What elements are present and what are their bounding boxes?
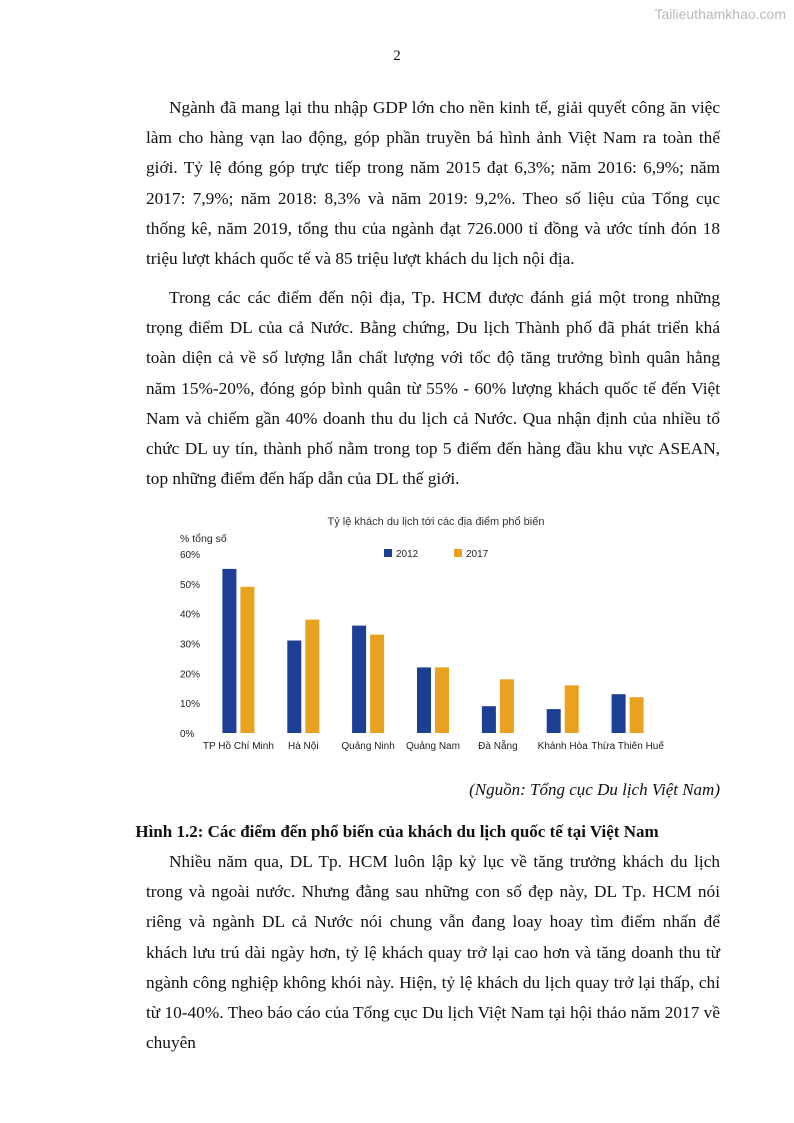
legend-swatch-2012 <box>384 549 392 557</box>
bar-2017 <box>630 697 644 733</box>
chart-y-label: % tổng số <box>180 533 227 545</box>
legend-swatch-2017 <box>454 549 462 557</box>
x-tick-label: Thừa Thiên Huế <box>591 741 664 752</box>
chart-title: Tỷ lệ khách du lịch tới các địa điểm phổ biến <box>327 516 545 528</box>
bar-2017 <box>500 679 514 733</box>
bar-chart <box>170 505 670 765</box>
x-tick-label: Đà Nẵng <box>478 741 518 752</box>
bar-2012 <box>352 626 366 733</box>
bar-2017 <box>565 685 579 733</box>
paragraph-2: Trong các các điểm đến nội địa, Tp. HCM được đánh giá một trong những trọng điểm DL của cả Nước. Bằng chứng, Du lịch Thành phố đã phát triển khá toàn diện cả về số lượng lẫn chất lượng với tốc độ tăng trưởng bình quân hằng năm 15%-20%, đóng góp bình quân từ 55% - 60% lượng khách quốc tế đến Việt Nam và chiếm gần 40% doanh thu du lịch cả Nước. Qua nhận định của nhiều tổ chức DL uy tín, thành phố nằm trong top 5 điểm đến hàng đầu khu vực ASEAN, top những điểm đến hấp dẫn của DL thế giới. <box>146 288 720 489</box>
bar-2012 <box>612 694 626 733</box>
bar-2012 <box>287 641 301 734</box>
x-tick-label: Quảng Nam <box>406 741 460 752</box>
paragraph-3: Nhiều năm qua, DL Tp. HCM luôn lập kỷ lục về tăng trưởng khách du lịch trong và ngoài nước. Nhưng đằng sau những con số đẹp này, DL Tp. HCM nói riêng và ngành DL cả Nước nói chung vẫn đang loay hoay tìm điểm nhấn để khách lưu trú dài ngày hơn, tỷ lệ khách quay trở lại cao hơn và tăng doanh thu từ ngành công nghiệp không khói này. Hiện, tỷ lệ khách du lịch quay trở lại thấp, chỉ từ 10-40%. Theo báo cáo của Tổng cục Du lịch Việt Nam tại hội thảo năm 2017 về chuyên <box>146 852 720 1053</box>
bar-2012 <box>417 667 431 733</box>
x-tick-label: Quảng Ninh <box>341 741 395 752</box>
y-tick-label: 10% <box>180 699 201 711</box>
bar-2012 <box>222 569 236 733</box>
bar-2012 <box>547 709 561 733</box>
bar-2017 <box>240 587 254 733</box>
legend-label-2017: 2017 <box>466 549 489 560</box>
bar-2017 <box>435 667 449 733</box>
watermark: Tailieuthamkhao.com <box>654 6 786 22</box>
bar-2012 <box>482 706 496 733</box>
bar-2017 <box>305 620 319 733</box>
page-number: 2 <box>393 48 401 64</box>
y-tick-label: 20% <box>180 669 201 681</box>
paragraph-1: Ngành đã mang lại thu nhập GDP lớn cho nền kinh tế, giải quyết công ăn việc làm cho hàng vạn lao động, góp phần truyền bá hình ảnh Việt Nam ra toàn thế giới. Tỷ lệ đóng góp trực tiếp trong năm 2015 đạt 6,3%; năm 2016: 6,9%; năm 2017: 7,9%; năm 2018: 8,3% và năm 2019: 9,2%. Theo số liệu của Tổng cục thống kê, năm 2019, tổng thu của ngành đạt 726.000 tỉ đồng và ước tính đón 18 triệu lượt khách quốc tế và 85 triệu lượt khách du lịch nội địa. <box>146 98 720 269</box>
x-tick-label: Khánh Hòa <box>537 741 588 752</box>
y-tick-label: 50% <box>180 579 201 591</box>
legend-label-2012: 2012 <box>396 549 419 560</box>
figure-caption: Hình 1.2: Các điểm đến phổ biến của khách du lịch quốc tế tại Việt Nam <box>135 822 659 841</box>
y-tick-label: 0% <box>180 729 195 740</box>
source-note: (Nguồn: Tổng cục Du lịch Việt Nam) <box>469 780 720 799</box>
y-tick-label: 40% <box>180 609 201 621</box>
y-tick-label: 60% <box>180 550 201 561</box>
x-tick-label: TP Hồ Chí Minh <box>202 741 274 752</box>
y-tick-label: 30% <box>180 639 201 651</box>
bar-2017 <box>370 635 384 733</box>
x-tick-label: Hà Nội <box>288 741 319 752</box>
